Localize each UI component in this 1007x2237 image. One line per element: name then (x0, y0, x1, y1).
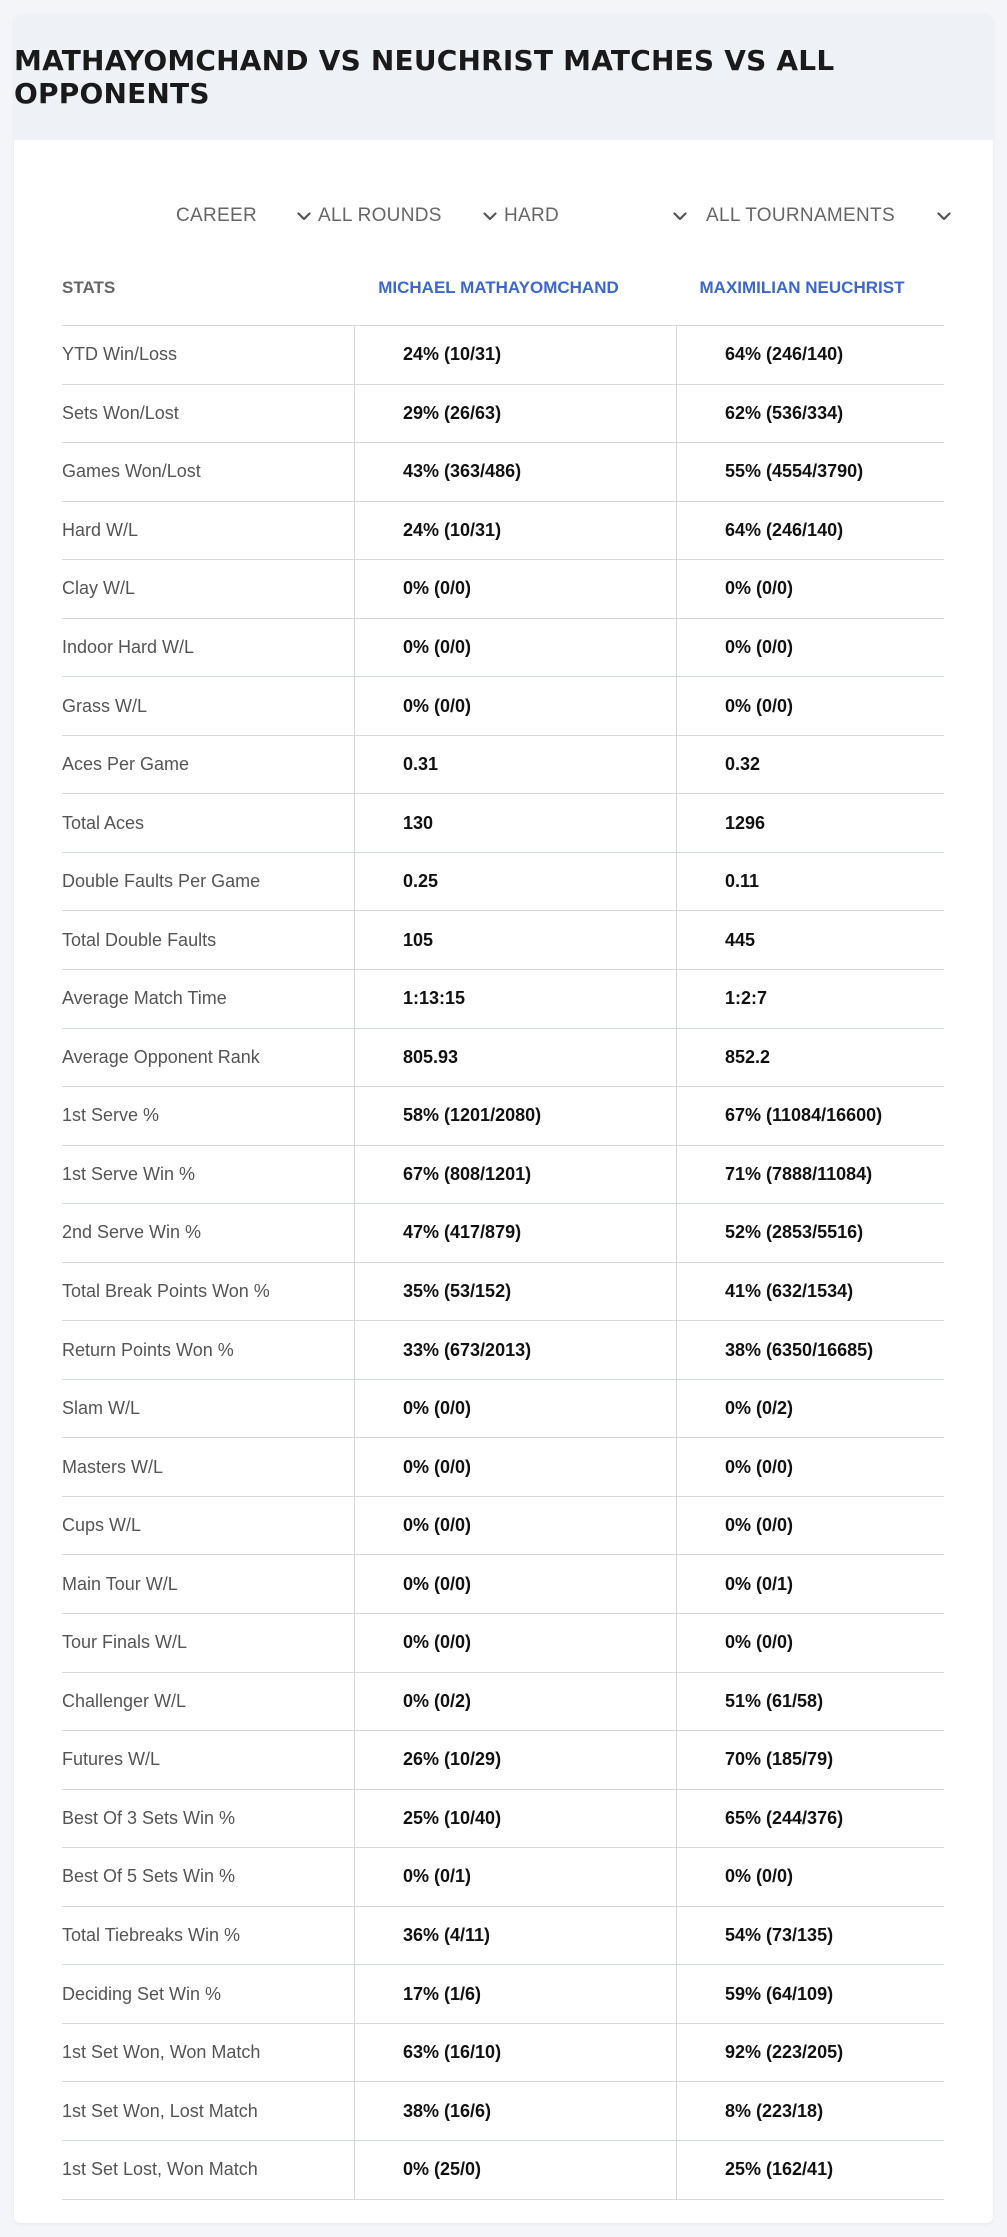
table-row (62, 1204, 944, 1263)
stat-label: 2nd Serve Win % (62, 1204, 355, 1262)
player1-value: 35% (53/152) (355, 1263, 677, 1321)
table-row (62, 1555, 944, 1614)
player1-value: 0% (0/0) (355, 677, 677, 735)
stat-label: Best Of 3 Sets Win % (62, 1790, 355, 1848)
stats-card (14, 14, 993, 2223)
player1-value: 0% (0/0) (355, 560, 677, 618)
stat-label: YTD Win/Loss (62, 326, 355, 384)
stat-label: Total Aces (62, 794, 355, 852)
player2-value: 0.32 (725, 754, 761, 775)
filter-tournaments-dropdown[interactable] (706, 186, 952, 246)
player1-value: 0% (0/2) (355, 1673, 677, 1731)
player1-value: 0% (0/0) (355, 1497, 677, 1555)
stat-label: Average Match Time (62, 970, 355, 1028)
stat-label: Double Faults Per Game (62, 853, 355, 911)
table-row (62, 911, 944, 970)
player1-value: 25% (10/40) (355, 1790, 677, 1848)
stat-label: Total Double Faults (62, 911, 355, 969)
stat-label: Aces Per Game (62, 736, 355, 794)
table-row (62, 2024, 944, 2083)
table-row (62, 502, 944, 561)
player1-value: 0% (0/0) (355, 1614, 677, 1672)
player1-value: 0.25 (355, 853, 677, 911)
player1-value: 1:13:15 (355, 970, 677, 1028)
table-row (62, 677, 944, 736)
stat-label: Total Tiebreaks Win % (62, 1907, 355, 1965)
player2-value: 0% (0/1) (725, 1573, 794, 1594)
filter-label: CAREER (176, 205, 257, 226)
card-header (14, 14, 993, 140)
table-row (62, 2082, 944, 2141)
player2-value: 67% (11084/16600) (725, 1105, 883, 1126)
stat-label: Main Tour W/L (62, 1555, 355, 1613)
player1-value: 24% (10/31) (355, 502, 677, 560)
chevron-down-icon (672, 208, 688, 224)
player1-value: 0.31 (355, 736, 677, 794)
player1-value: 63% (16/10) (355, 2024, 677, 2082)
player2-value: 62% (536/334) (725, 402, 844, 423)
stat-label: 1st Set Lost, Won Match (62, 2141, 355, 2199)
player2-value: 0% (0/0) (725, 1632, 794, 1653)
table-row (62, 1848, 944, 1907)
filter-label: ALL TOURNAMENTS (706, 205, 895, 226)
player2-value: 41% (632/1534) (725, 1281, 854, 1302)
table-row (62, 1029, 944, 1088)
table-row (62, 1497, 944, 1556)
stat-label: Challenger W/L (62, 1673, 355, 1731)
player1-value: 29% (26/63) (355, 385, 677, 443)
player2-value: 64% (246/140) (725, 519, 844, 540)
player2-value: 70% (185/79) (725, 1749, 834, 1770)
stat-label: Best Of 5 Sets Win % (62, 1848, 355, 1906)
filter-surface-dropdown[interactable] (504, 186, 688, 246)
table-row (62, 1263, 944, 1322)
player2-value: 59% (64/109) (725, 1983, 834, 2004)
filter-rounds-dropdown[interactable] (318, 186, 498, 246)
table-row (62, 1731, 944, 1790)
filter-label: HARD (504, 205, 560, 226)
player1-value: 24% (10/31) (355, 326, 677, 384)
player2-value: 71% (7888/11084) (725, 1163, 873, 1184)
table-row (62, 2141, 944, 2200)
player2-value: 0% (0/0) (725, 1866, 794, 1887)
table-row (62, 1146, 944, 1205)
player2-value: 52% (2853/5516) (725, 1222, 864, 1243)
player2-value: 852.2 (725, 1046, 771, 1067)
player2-value: 54% (73/135) (725, 1925, 834, 1946)
filter-career-dropdown[interactable] (176, 186, 312, 246)
stat-label: Grass W/L (62, 677, 355, 735)
table-row (62, 970, 944, 1029)
table-row (62, 1438, 944, 1497)
chevron-down-icon (936, 208, 952, 224)
table-row (62, 1087, 944, 1146)
table-row (62, 1673, 944, 1732)
chevron-down-icon (296, 208, 312, 224)
player2-value: 0% (0/2) (725, 1398, 794, 1419)
chevron-down-icon (482, 208, 498, 224)
stat-label: Masters W/L (62, 1438, 355, 1496)
player2-value: 0% (0/0) (725, 578, 794, 599)
table-row (62, 1790, 944, 1849)
player1-value: 805.93 (355, 1029, 677, 1087)
table-row (62, 443, 944, 502)
player1-value: 0% (0/0) (355, 1555, 677, 1613)
stat-label: Sets Won/Lost (62, 385, 355, 443)
table-body (62, 326, 944, 2200)
player2-value: 38% (6350/16685) (725, 1339, 874, 1360)
player1-value: 38% (16/6) (355, 2082, 677, 2140)
page-title: MATHAYOMCHAND VS NEUCHRIST MATCHES VS ALL OPPONENTS (14, 44, 835, 110)
player1-value: 0% (25/0) (355, 2141, 677, 2199)
stat-label: Futures W/L (62, 1731, 355, 1789)
player1-value: 26% (10/29) (355, 1731, 677, 1789)
stat-label: Average Opponent Rank (62, 1029, 355, 1087)
player2-value: 92% (223/205) (725, 2042, 844, 2063)
player2-value: 55% (4554/3790) (725, 461, 864, 482)
stat-label: Cups W/L (62, 1497, 355, 1555)
table-row (62, 794, 944, 853)
player1-value: 36% (4/11) (355, 1907, 677, 1965)
stat-label: Hard W/L (62, 502, 355, 560)
player2-value: 0% (0/0) (725, 1456, 794, 1477)
player1-value: 33% (673/2013) (355, 1321, 677, 1379)
player2-value: 25% (162/41) (725, 2159, 834, 2180)
player1-value: 58% (1201/2080) (355, 1087, 677, 1145)
table-row (62, 1614, 944, 1673)
stat-label: Total Break Points Won % (62, 1263, 355, 1321)
player1-value: 105 (355, 911, 677, 969)
stat-label: 1st Set Won, Lost Match (62, 2082, 355, 2140)
player2-value: 1:2:7 (725, 988, 768, 1009)
stat-label: Indoor Hard W/L (62, 619, 355, 677)
player1-value: 0% (0/0) (355, 1438, 677, 1496)
player2-value: 1296 (725, 812, 766, 833)
player2-value: 0% (0/0) (725, 695, 794, 716)
column-header-player1[interactable]: MICHAEL MATHAYOMCHAND (378, 277, 619, 297)
table-row (62, 619, 944, 678)
table-row (62, 1965, 944, 2024)
player1-value: 0% (0/0) (355, 619, 677, 677)
table-row (62, 1321, 944, 1380)
stat-label: Return Points Won % (62, 1321, 355, 1379)
table-row (62, 1380, 944, 1439)
stat-label: 1st Serve % (62, 1087, 355, 1145)
table-row (62, 853, 944, 912)
player2-value: 64% (246/140) (725, 344, 844, 365)
table-row (62, 1907, 944, 1966)
player2-value: 0% (0/0) (725, 637, 794, 657)
player1-value: 0% (0/1) (355, 1848, 677, 1906)
stat-label: Tour Finals W/L (62, 1614, 355, 1672)
player2-value: 445 (725, 929, 756, 950)
stats-table (62, 250, 944, 2200)
table-row (62, 385, 944, 444)
stat-label: Deciding Set Win % (62, 1965, 355, 2023)
player2-value: 51% (61/58) (725, 1690, 824, 1711)
stat-label: Clay W/L (62, 560, 355, 618)
stat-label: 1st Serve Win % (62, 1146, 355, 1204)
player2-value: 0% (0/0) (725, 1515, 794, 1536)
filter-label: ALL ROUNDS (318, 205, 442, 226)
stat-label: 1st Set Won, Won Match (62, 2024, 355, 2082)
table-row (62, 326, 944, 385)
table-row (62, 736, 944, 795)
player2-value: 65% (244/376) (725, 1807, 844, 1828)
stat-label: Slam W/L (62, 1380, 355, 1438)
table-header-row (62, 250, 944, 326)
filter-bar (14, 186, 993, 246)
column-header-player2[interactable]: MAXIMILIAN NEUCHRIST (699, 277, 905, 297)
player1-value: 0% (0/0) (355, 1380, 677, 1438)
player1-value: 17% (1/6) (355, 1965, 677, 2023)
stat-label: Games Won/Lost (62, 443, 355, 501)
player2-value: 8% (223/18) (725, 2100, 824, 2121)
player1-value: 130 (355, 794, 677, 852)
player2-value: 0.11 (725, 871, 760, 892)
player1-value: 67% (808/1201) (355, 1146, 677, 1204)
column-header-stats: STATS (62, 277, 116, 297)
player1-value: 47% (417/879) (355, 1204, 677, 1262)
table-row (62, 560, 944, 619)
player1-value: 43% (363/486) (355, 443, 677, 501)
